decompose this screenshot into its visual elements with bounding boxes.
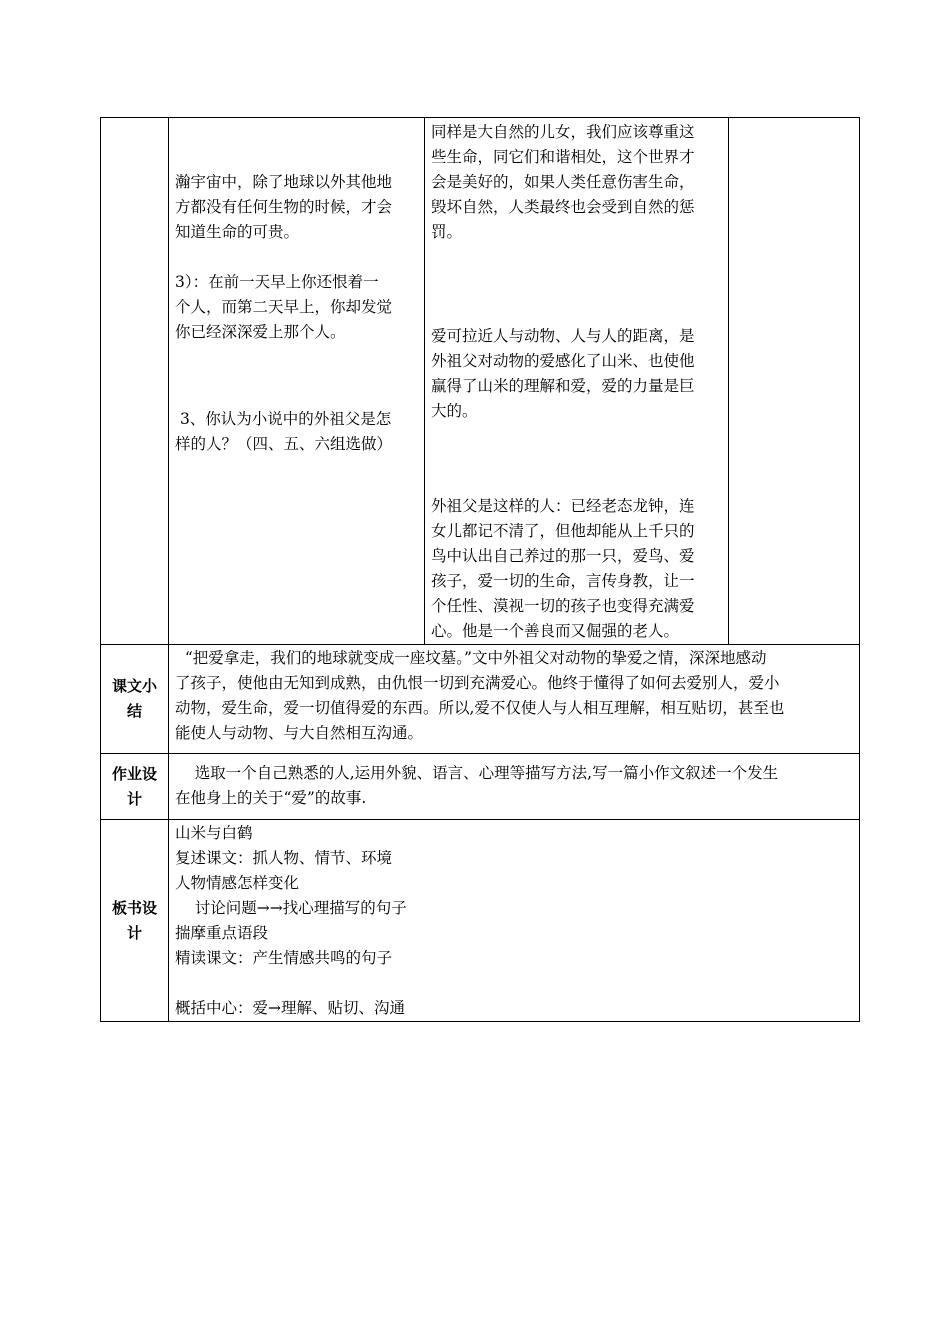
- board-text: [169, 820, 860, 1022]
- answer-3-line: 心。他是一个善良而又倔强的老人。: [431, 622, 680, 640]
- summary-label: [101, 645, 169, 754]
- homework-row: [101, 754, 860, 820]
- question-3-line: 你已经深深爱上那个人。: [175, 323, 346, 341]
- summary-text: [169, 645, 860, 754]
- question-line: 知道生命的可贵。: [175, 223, 300, 241]
- board-line: 精读课文：产生情感共鸣的句子: [175, 949, 393, 967]
- board-label-line: 计: [126, 923, 142, 942]
- answer-1-line: 毁坏自然，人类最终也会受到自然的惩: [431, 198, 695, 216]
- answer-2-line: 外祖父对动物的爱感化了山米、也使他: [431, 352, 695, 370]
- answer-3-line: 外祖父是这样的人：已经老态龙钟，连: [431, 497, 695, 515]
- summary-line: 动物，爱生命，爱一切值得爱的东西。所以,爱不仅使人与人相互理解，相互贴切，甚至也: [175, 699, 785, 717]
- summary-label-line: 结: [126, 702, 142, 720]
- board-line: 复述课文：抓人物、情节、环境: [175, 849, 393, 867]
- board-line: [175, 971, 853, 996]
- summary-line: 能使人与动物、与大自然相互沟通。: [175, 724, 424, 742]
- homework-text: [169, 754, 860, 820]
- board-line: 山米与白鹤: [175, 824, 253, 842]
- answer-3-line: 鸟中认出自己养过的那一只，爱鸟、爱: [431, 547, 695, 565]
- summary-line: 了孩子，使他由无知到成熟，由仇恨一切到充满爱心。他终于懂得了如何去爱别人，爱小: [175, 674, 780, 692]
- notes-cell: [729, 118, 860, 645]
- board-line: 人物情感怎样变化: [175, 874, 300, 892]
- board-label: [101, 820, 169, 1022]
- board-line: 揣摩重点语段: [175, 924, 269, 942]
- answer-2-line: 爱可拉近人与动物、人与人的距离，是: [431, 327, 695, 345]
- row-label-empty: [101, 118, 169, 645]
- homework-label-line: 作业设: [111, 764, 157, 783]
- discussion-row: [101, 118, 860, 645]
- answer-2-line: 大的。: [431, 402, 478, 420]
- homework-label-line: 计: [126, 789, 142, 808]
- homework-line: 在他身上的关于“爱”的故事.: [175, 789, 367, 807]
- question-3-line: 个人，而第二天早上，你却发觉: [175, 298, 393, 316]
- answer-1-line: 同样是大自然的儿女，我们应该尊重这: [431, 123, 695, 141]
- question-3-line: 3）：在前一天早上你还恨着一: [175, 273, 379, 291]
- board-row: [101, 820, 860, 1022]
- board-label-line: 板书设: [111, 898, 157, 917]
- homework-line: 选取一个自己熟悉的人,运用外貌、语言、心理等描写方法,写一篇小作文叙述一个发生: [175, 764, 779, 782]
- answer-3-line: 女儿都记不清了，但他却能从上千只的: [431, 522, 695, 540]
- question-line: 瀚宇宙中，除了地球以外其他地: [175, 173, 393, 191]
- answer-1-line: 罚。: [431, 223, 463, 241]
- summary-label-line: 课文小: [111, 677, 157, 695]
- questions-cell: [169, 118, 425, 645]
- answer-3-line: 个任性、漠视一切的孩子也变得充满爱: [431, 597, 695, 615]
- answers-cell: [425, 118, 729, 645]
- board-line: 概括中心：爱→理解、贴切、沟通: [175, 999, 405, 1017]
- summary-line: “把爱拿走，我们的地球就变成一座坟墓。”文中外祖父对动物的挚爱之情，深深地感动: [175, 649, 767, 667]
- answer-1-line: 会是美好的，如果人类任意伤害生命，: [431, 173, 695, 191]
- board-line: 讨论问题→→找心理描写的句子: [175, 899, 407, 917]
- question-q3-line: 样的人？（四、五、六组选做）: [175, 435, 393, 453]
- answer-2-line: 赢得了山米的理解和爱，爱的力量是巨: [431, 377, 695, 395]
- homework-label: [101, 754, 169, 820]
- answer-1-line: 些生命，同它们和谐相处，这个世界才: [431, 148, 695, 166]
- answer-3-line: 孩子，爱一切的生命，言传身教，让一: [431, 572, 695, 590]
- question-q3-line: 3、你认为小说中的外祖父是怎: [175, 410, 392, 428]
- question-line: 方都没有任何生物的时候，才会: [175, 198, 393, 216]
- lesson-plan-table: [100, 117, 860, 1022]
- summary-row: [101, 645, 860, 754]
